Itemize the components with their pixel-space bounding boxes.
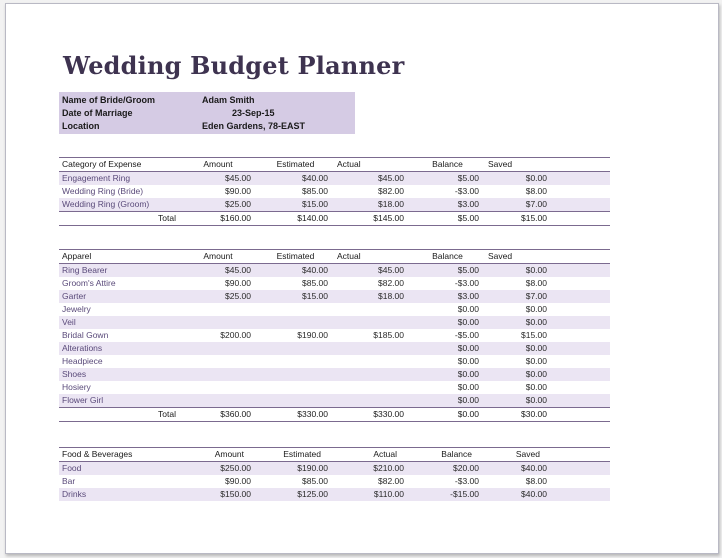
column-header-balance: Balance	[407, 158, 482, 172]
value-cell[interactable]: $7.00	[482, 290, 550, 303]
value-cell[interactable]: $45.00	[176, 172, 254, 186]
value-cell[interactable]: $0.00	[482, 264, 550, 278]
value-cell[interactable]: $25.00	[176, 290, 254, 303]
value-cell[interactable]: $82.00	[378, 186, 404, 196]
total-value-cell: $0.00	[407, 408, 482, 422]
column-header-actual: Actual	[331, 448, 407, 462]
value-cell[interactable]	[176, 394, 254, 408]
value-cell[interactable]	[331, 381, 407, 394]
column-header-spacer	[550, 448, 610, 462]
expense-name-cell[interactable]: Jewelry	[62, 304, 91, 314]
column-header-saved: Saved	[482, 448, 550, 462]
expense-name-cell[interactable]: Flower Girl	[59, 394, 176, 408]
value-cell[interactable]: $18.00	[331, 198, 407, 212]
column-header-spacer	[550, 250, 610, 264]
value-cell[interactable]: $20.00	[407, 462, 482, 476]
expense-name-cell[interactable]: Garter	[59, 290, 176, 303]
value-cell[interactable]: $150.00	[176, 488, 254, 501]
value-cell[interactable]: $250.00	[176, 462, 254, 476]
table-row	[59, 290, 610, 303]
value-cell[interactable]: $45.00	[176, 264, 254, 278]
value-cell[interactable]: $90.00	[225, 186, 251, 196]
bride-groom-label: Name of Bride/Groom	[62, 95, 156, 105]
value-cell[interactable]: $3.00	[407, 198, 482, 212]
expense-name-cell[interactable]: Headpiece	[62, 356, 103, 366]
value-cell[interactable]	[254, 303, 331, 316]
total-row	[59, 212, 610, 226]
column-header-saved: Saved	[482, 250, 550, 264]
table-row	[59, 355, 610, 368]
value-cell[interactable]	[254, 316, 331, 329]
expense-name-cell[interactable]: Wedding Ring (Bride)	[62, 186, 144, 196]
value-cell[interactable]: $0.00	[457, 382, 479, 392]
column-header-estimated: Estimated	[254, 250, 331, 264]
table-row	[59, 475, 610, 488]
total-value-cell: $360.00	[176, 408, 254, 422]
column-header-estimated: Estimated	[254, 158, 331, 172]
spacer-cell	[550, 488, 610, 501]
value-cell[interactable]: $85.00	[302, 278, 328, 288]
column-header-amount: Amount	[176, 158, 254, 172]
value-cell[interactable]: $200.00	[220, 330, 251, 340]
value-cell[interactable]	[176, 342, 254, 355]
table-row	[59, 316, 610, 329]
value-cell[interactable]: $90.00	[225, 476, 251, 486]
value-cell[interactable]: $0.00	[525, 356, 547, 366]
value-cell[interactable]: $0.00	[407, 368, 482, 381]
column-header-category: Category of Expense	[59, 158, 176, 172]
column-header-actual: Actual	[331, 250, 407, 264]
total-value-cell: $140.00	[254, 212, 331, 226]
value-cell[interactable]: $0.00	[407, 316, 482, 329]
expense-name-cell[interactable]: Food	[59, 462, 176, 476]
value-cell[interactable]: $40.00	[254, 264, 331, 278]
expense-name-cell[interactable]: Veil	[59, 316, 176, 329]
table-header-row	[59, 158, 610, 172]
value-cell[interactable]	[176, 355, 254, 368]
table-row	[59, 394, 610, 408]
value-cell[interactable]: $8.00	[525, 476, 547, 486]
total-label: Total	[59, 408, 176, 422]
value-cell[interactable]: $0.00	[482, 368, 550, 381]
total-row	[59, 408, 610, 422]
value-cell[interactable]	[176, 303, 254, 316]
table-row	[59, 342, 610, 355]
expense-table-apparel	[59, 249, 610, 422]
value-cell[interactable]	[331, 316, 407, 329]
value-cell[interactable]: $8.00	[525, 278, 547, 288]
value-cell[interactable]: $110.00	[331, 488, 407, 501]
column-header-balance: Balance	[407, 448, 482, 462]
value-cell[interactable]	[331, 355, 407, 368]
spacer-cell	[550, 264, 610, 278]
value-cell[interactable]	[331, 394, 407, 408]
value-cell[interactable]: $25.00	[176, 198, 254, 212]
total-value-cell: $30.00	[482, 408, 550, 422]
column-header-amount: Amount	[176, 448, 254, 462]
value-cell[interactable]: $45.00	[331, 264, 407, 278]
value-cell[interactable]: -$5.00	[454, 330, 479, 340]
location-value[interactable]: Eden Gardens, 78-EAST	[202, 121, 306, 131]
column-header-estimated: Estimated	[254, 448, 331, 462]
table-row	[59, 198, 610, 212]
expense-name-cell[interactable]: Engagement Ring	[59, 172, 176, 186]
spacer-cell	[550, 277, 610, 290]
value-cell[interactable]: $0.00	[482, 394, 550, 408]
expense-name-cell[interactable]: Shoes	[59, 368, 176, 381]
spacer-cell	[550, 316, 610, 329]
value-cell[interactable]: $82.00	[378, 476, 404, 486]
value-cell[interactable]: $0.00	[482, 172, 550, 186]
column-header-actual: Actual	[331, 158, 407, 172]
expense-name-cell[interactable]: Ring Bearer	[59, 264, 176, 278]
value-cell[interactable]: $15.00	[521, 330, 547, 340]
value-cell[interactable]	[254, 394, 331, 408]
value-cell[interactable]: $125.00	[254, 488, 331, 501]
value-cell[interactable]: -$3.00	[454, 476, 479, 486]
value-cell[interactable]: $40.00	[482, 462, 550, 476]
value-cell[interactable]	[254, 355, 331, 368]
column-header-amount: Amount	[176, 250, 254, 264]
spacer-cell	[550, 185, 610, 198]
expense-table-rings	[59, 157, 610, 226]
value-cell[interactable]: $0.00	[457, 356, 479, 366]
value-cell[interactable]: $8.00	[525, 186, 547, 196]
value-cell[interactable]: $190.00	[254, 462, 331, 476]
table-header-row	[59, 448, 610, 462]
spacer-cell	[550, 290, 610, 303]
date-of-marriage-label: Date of Marriage	[62, 108, 133, 118]
total-value-cell: $5.00	[407, 212, 482, 226]
date-of-marriage-value[interactable]: 23-Sep-15	[232, 108, 275, 118]
column-header-balance: Balance	[407, 250, 482, 264]
table-row	[59, 277, 610, 290]
total-value-cell: $15.00	[482, 212, 550, 226]
value-cell[interactable]: $7.00	[482, 198, 550, 212]
value-cell[interactable]	[254, 368, 331, 381]
value-cell[interactable]	[331, 303, 407, 316]
spacer-cell	[550, 368, 610, 381]
expense-name-cell[interactable]: Alterations	[59, 342, 176, 355]
table-row	[59, 172, 610, 186]
value-cell[interactable]: $5.00	[407, 264, 482, 278]
value-cell[interactable]: $40.00	[254, 172, 331, 186]
value-cell[interactable]	[254, 342, 331, 355]
column-header-spacer	[550, 158, 610, 172]
expense-name-cell[interactable]: Drinks	[59, 488, 176, 501]
bride-groom-value[interactable]: Adam Smith	[202, 95, 255, 105]
table-row	[59, 185, 610, 198]
value-cell[interactable]: $40.00	[482, 488, 550, 501]
total-value-cell: $145.00	[331, 212, 407, 226]
column-header-category: Food & Beverages	[59, 448, 176, 462]
value-cell[interactable]: $85.00	[302, 476, 328, 486]
spacer-cell	[550, 475, 610, 488]
value-cell[interactable]: $45.00	[331, 172, 407, 186]
value-cell[interactable]: $90.00	[225, 278, 251, 288]
table-header-row	[59, 250, 610, 264]
value-cell[interactable]: $0.00	[525, 304, 547, 314]
column-header-saved: Saved	[482, 158, 550, 172]
expense-name-cell[interactable]: Wedding Ring (Groom)	[59, 198, 176, 212]
value-cell[interactable]: $0.00	[525, 382, 547, 392]
value-cell[interactable]: $3.00	[407, 290, 482, 303]
value-cell[interactable]: -$15.00	[407, 488, 482, 501]
spacer-cell	[550, 303, 610, 316]
value-cell[interactable]: $210.00	[331, 462, 407, 476]
value-cell[interactable]: $0.00	[482, 342, 550, 355]
wedding-info-block	[59, 92, 355, 134]
table-row	[59, 381, 610, 394]
spacer-cell	[550, 329, 610, 342]
expense-name-cell[interactable]: Bar	[62, 476, 76, 486]
worksheet-page	[5, 3, 719, 554]
spacer-cell	[550, 355, 610, 368]
spacer-cell	[550, 394, 610, 408]
spacer-cell	[550, 342, 610, 355]
table-row	[59, 303, 610, 316]
value-cell[interactable]	[331, 342, 407, 355]
expense-name-cell[interactable]: Bridal Gown	[62, 330, 109, 340]
value-cell[interactable]: $15.00	[254, 290, 331, 303]
spacer-cell	[550, 462, 610, 476]
spacer-cell	[550, 198, 610, 212]
value-cell[interactable]: $85.00	[302, 186, 328, 196]
value-cell[interactable]: $185.00	[373, 330, 404, 340]
spacer-cell	[550, 408, 610, 422]
table-row	[59, 264, 610, 278]
value-cell[interactable]	[254, 381, 331, 394]
total-value-cell: $160.00	[176, 212, 254, 226]
value-cell[interactable]	[176, 316, 254, 329]
value-cell[interactable]	[176, 368, 254, 381]
expense-name-cell[interactable]: Groom's Attire	[62, 278, 116, 288]
value-cell[interactable]: $0.00	[407, 394, 482, 408]
value-cell[interactable]: $82.00	[378, 278, 404, 288]
value-cell[interactable]: $0.00	[457, 304, 479, 314]
value-cell[interactable]: -$3.00	[454, 186, 479, 196]
spacer-cell	[550, 381, 610, 394]
spacer-cell	[550, 172, 610, 186]
total-value-cell: $330.00	[331, 408, 407, 422]
expense-name-cell[interactable]: Hosiery	[62, 382, 91, 392]
value-cell[interactable]: $190.00	[297, 330, 328, 340]
page-title: Wedding Budget Planner	[63, 51, 405, 80]
value-cell[interactable]	[176, 381, 254, 394]
total-label: Total	[59, 212, 176, 226]
location-label: Location	[62, 121, 100, 131]
table-row	[59, 329, 610, 342]
value-cell[interactable]: $0.00	[482, 316, 550, 329]
value-cell[interactable]	[331, 368, 407, 381]
value-cell[interactable]: $15.00	[254, 198, 331, 212]
value-cell[interactable]: $5.00	[407, 172, 482, 186]
expense-table-food-beverages	[59, 447, 610, 501]
value-cell[interactable]: -$3.00	[454, 278, 479, 288]
spacer-cell	[550, 212, 610, 226]
value-cell[interactable]: $0.00	[407, 342, 482, 355]
table-row	[59, 488, 610, 501]
table-row	[59, 368, 610, 381]
total-value-cell: $330.00	[254, 408, 331, 422]
column-header-category: Apparel	[59, 250, 176, 264]
value-cell[interactable]: $18.00	[331, 290, 407, 303]
table-row	[59, 462, 610, 476]
